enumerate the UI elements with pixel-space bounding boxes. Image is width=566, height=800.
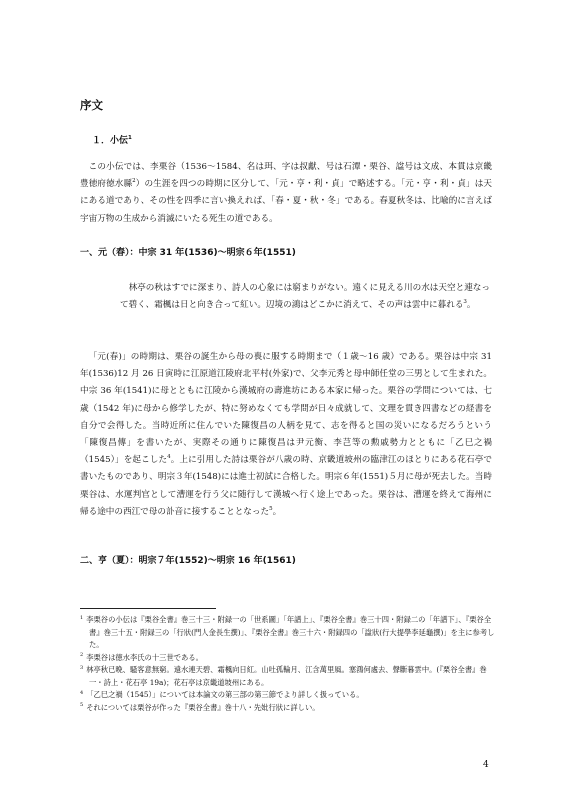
footnote-text: 李栗谷は徳水李氏の十三世である。 — [86, 652, 203, 662]
footnote-divider — [80, 608, 216, 609]
section-heading-short-biography — [92, 133, 132, 146]
section-label: １．小伝 — [92, 136, 129, 146]
section-heading-summer: 二、亨（夏）：明宗７年(1552)～明宗 16 年(1561) — [80, 556, 296, 566]
footnote-number: 1 — [80, 614, 84, 621]
paragraph-text: この小伝では、李栗谷（1536～1584、名は珥、字は叔獻、号は石潭・栗谷、諡号は文成、本貫は京畿豊徳府徳水縣 — [80, 162, 492, 190]
quote-text: 。 — [466, 300, 476, 310]
footnote-number: 5 — [80, 702, 84, 709]
footnote-mark: 3 — [463, 299, 467, 306]
footnote-text: 「乙巳之禍（1545）」については本論文の第三部の第三節でより詳しく扱っている。 — [86, 690, 364, 699]
footnote-item — [80, 652, 495, 665]
preface-title: 序文 — [80, 98, 103, 112]
footnote-item — [80, 702, 495, 715]
footnote-text: それについては栗谷が作った『栗谷全書』巻十八・先妣行狀に詳しい。 — [86, 702, 320, 712]
paragraph-text: ）の生涯を四つの時期に区分して、「元・亨・利・貞」で略述する。「元・亨・利・貞」は天にある道であり、その性を四季に言い換えれば、「春・夏・秋・冬」である。春夏秋冬は、比喩的に言えば宇宙万物の生成から消滅にいたる死生の道である。 — [80, 179, 492, 224]
footnote-text: 李栗谷の小伝は『栗谷全書』巻三十三・附録一の「世系圖」「年譜上」、『栗谷全書』巻三十四・附録二の「年譜下」、『栗谷全書』巻三十五・附録三の「行狀(門人金長生撰)」、『栗谷全書』巻三十六・附録四の「諡狀(行大提學李延龜撰)」を主に参考した。 — [86, 615, 495, 649]
footnote-number: 3 — [80, 664, 84, 671]
footnote-item — [80, 689, 495, 702]
footnote-mark: 4 — [167, 454, 171, 461]
paragraph-text: 。 — [272, 506, 282, 517]
poem-quote — [120, 280, 490, 314]
footnote-number: 4 — [80, 689, 84, 696]
footnote-mark: 1 — [128, 135, 132, 141]
footnotes — [80, 614, 495, 714]
intro-paragraph — [80, 159, 492, 228]
footnote-mark: 5 — [269, 505, 273, 512]
footnote-text: 林亭秋已晩、騷客意無窮。遠水連天碧、霜楓向日紅。山吐孤輪月、江含萬里風。塞鴻何處去、聲斷暮雲中。(『栗谷全書』巻一・詩上・花石亭 19a)；花石亭は京畿道坡州にある。 — [86, 665, 487, 687]
footnote-item — [80, 614, 495, 652]
paragraph-text: 「元(春)」の時期は、栗谷の誕生から母の喪に服する時期まで（１歳～16 歳）である。栗谷は中宗 31 年(1536)12 月 26 日寅時に江原道江陵府北平村(外家)で、父李元秀と母申師任堂の三男として生まれた。中宗 36 年(1541)に母とともに江陵から漢城府の壽進坊にある本家に帰った。栗谷の学問については、七歳（1542 年)に母から修学したが、特に努めなくても学問が日々成就して、文理を貫き四書などの経書を自分で会得した。当時近所に住んでいた陳復昌の人柄を見て、志を得ると国の災いになるだろうという「陳復昌傳」を書いたが、実際その通りに陳復昌は尹元衡、李芑等の勲戚勢力とともに「乙巳之禍（1545）」を起こした — [80, 352, 492, 466]
footnote-number: 2 — [80, 652, 84, 659]
spring-paragraph — [80, 349, 492, 521]
footnote-mark: 2 — [132, 178, 136, 185]
paragraph-text: 。上に引用した詩は栗谷が八歳の時、京畿道坡州の臨津江のほとりにある花石亭で書いたものであり、明宗３年(1548)には進士初試に合格した。明宗６年(1551)５月に母が死去した。当時栗谷は、水運判官として漕運を行う父に随行して漢城へ行く途上であった。栗谷は、漕運を終えて海州に帰る途中の西江で母の訃音に接することとなった — [80, 455, 492, 517]
page-number: 4 — [483, 760, 489, 770]
footnote-item — [80, 664, 495, 689]
quote-text: 林亭の秋はすでに深まり、詩人の心象には窮まりがない。遠くに見える川の水は天空と連なって碧く、霜楓は日と向き合って紅い。辺境の鴻はどこかに消えて、その声は雲中に暮れる — [120, 283, 490, 310]
section-heading-spring: 一、元（春）：中宗 31 年(1536)～明宗６年(1551) — [80, 248, 296, 258]
